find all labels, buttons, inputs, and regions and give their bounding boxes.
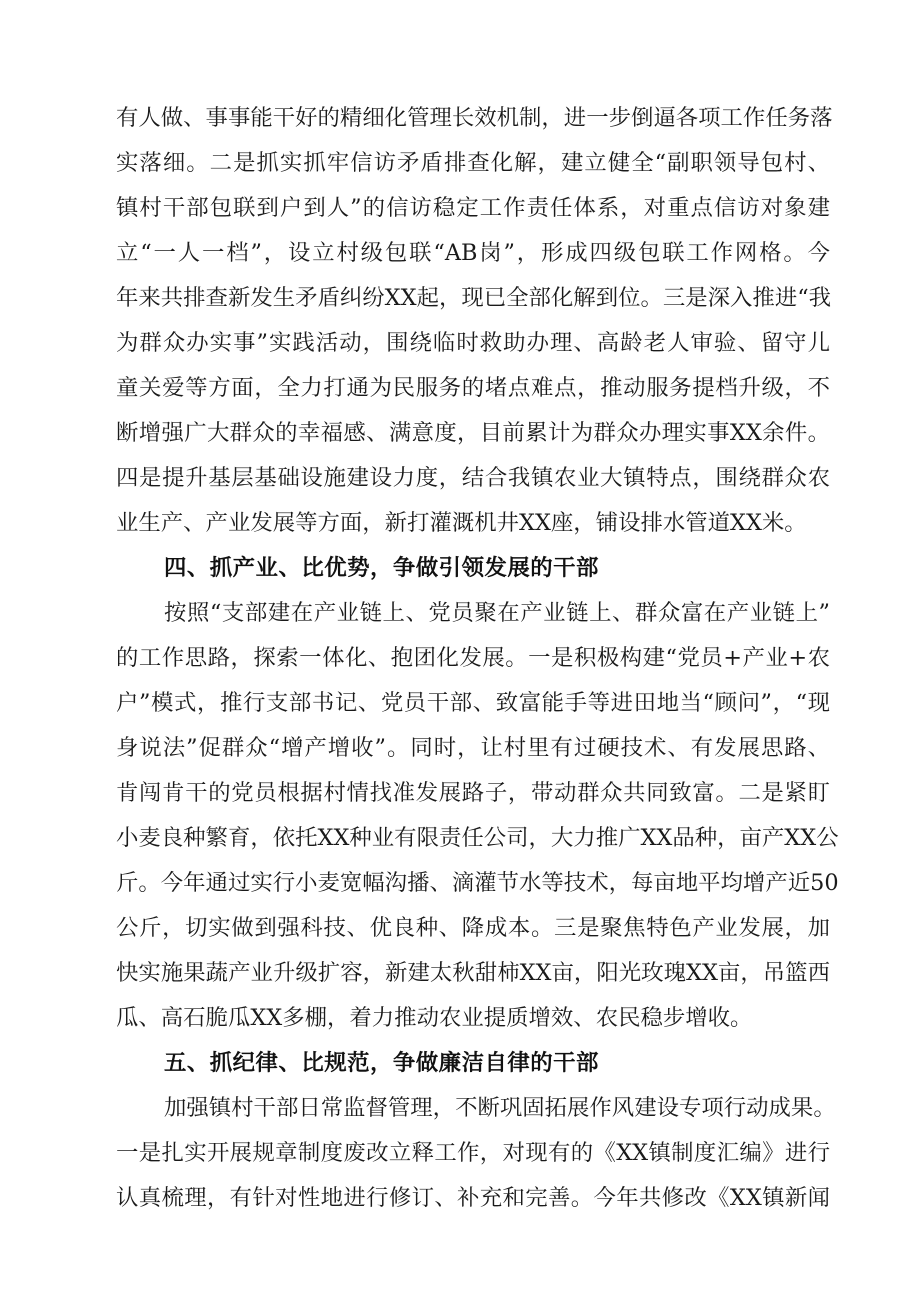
body-line: 断增强广大群众的幸福感、满意度，目前累计为群众办理实事XX余件。 (116, 420, 830, 446)
body-line: 四是提升基层基础设施建设力度，结合我镇农业大镇特点，围绕群众农 (116, 465, 830, 491)
body-line: 镇村干部包联到户到人”的信访稳定工作责任体系，对重点信访对象建 (116, 195, 830, 221)
body-line: 公斤，切实做到强科技、优良种、降成本。三是聚焦特色产业发展，加 (116, 915, 830, 941)
body-line: 认真梳理，有针对性地进行修订、补充和完善。今年共修改《XX镇新闻 (116, 1185, 830, 1211)
body-line: 快实施果蔬产业升级扩容，新建太秋甜柿XX亩，阳光玫瑰XX亩，吊篮西 (116, 960, 830, 986)
body-line: 为群众办实事”实践活动，围绕临时救助办理、高龄老人审验、留守儿 (116, 330, 830, 356)
section-heading-4: 四、抓产业、比优势，争做引领发展的干部 (164, 555, 599, 581)
body-line: 业生产、产业发展等方面，新打灌溉机井XX座，铺设排水管道XX米。 (116, 510, 807, 536)
body-line: 有人做、事事能干好的精细化管理长效机制，进一步倒逼各项工作任务落 (116, 105, 833, 131)
body-line: 立“一人一档”，设立村级包联“AB岗”，形成四级包联工作网格。今 (116, 240, 830, 266)
body-line: 斤。今年通过实行小麦宽幅沟播、滴灌节水等技术，每亩地平均增产近50 (116, 870, 839, 896)
body-line: 小麦良种繁育，依托XX种业有限责任公司，大力推广XX品种，亩产XX公 (116, 825, 839, 851)
body-line: 户”模式，推行支部书记、党员干部、致富能手等进田地当“顾问”，“现 (116, 690, 830, 716)
body-line: 实落细。二是抓实抓牢信访矛盾排查化解，建立健全“副职领导包村、 (116, 150, 830, 176)
section-heading-5: 五、抓纪律、比规范，争做廉洁自律的干部 (164, 1050, 599, 1076)
body-line: 肯闯肯干的党员根据村情找准发展路子，带动群众共同致富。二是紧盯 (116, 780, 830, 806)
document-body (116, 96, 839, 1221)
body-line: 瓜、高石脆瓜XX多棚，着力推动农业提质增效、农民稳步增收。 (116, 1005, 753, 1031)
body-line: 一是扎实开展规章制度废改立释工作，对现有的《XX镇制度汇编》进行 (116, 1140, 830, 1166)
body-line: 加强镇村干部日常监督管理，不断巩固拓展作风建设专项行动成果。 (164, 1095, 836, 1121)
body-line: 身说法”促群众“增产增收”。同时，让村里有过硬技术、有发展思路、 (116, 735, 830, 761)
body-line: 童关爱等方面，全力打通为民服务的堵点难点，推动服务提档升级，不 (116, 375, 830, 401)
body-line: 按照“支部建在产业链上、党员聚在产业链上、群众富在产业链上” (164, 600, 830, 626)
body-line: 的工作思路，探索一体化、抱团化发展。一是积极构建“党员+产业+农 (116, 645, 830, 671)
body-line: 年来共排查新发生矛盾纠纷XX起，现已全部化解到位。三是深入推进“我 (116, 285, 832, 311)
